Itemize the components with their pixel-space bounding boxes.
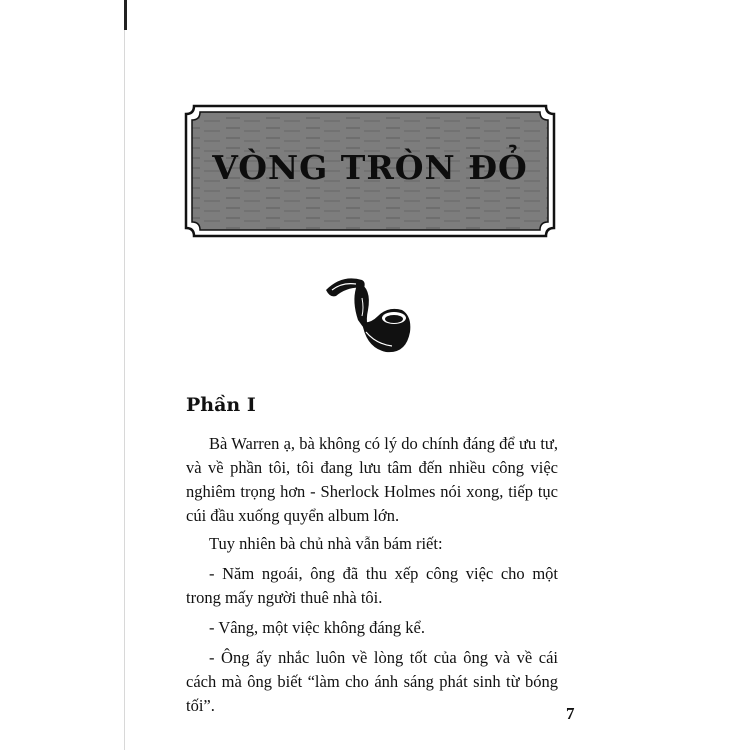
page-binding-shadow xyxy=(124,0,127,30)
paragraph-5: - Ông ấy nhắc luôn về lòng tốt của ông và về cái cách mà ông biết “làm cho ánh sáng phát sinh từ bóng tối”. xyxy=(186,648,558,715)
paragraph-1: Bà Warren ạ, bà không có lý do chính đáng để ưu tư, và về phần tôi, tôi đang lưu tâm đến nhiều công việc nghiêm trọng hơn - Sherlock Holmes nói xong, tiếp tục cúi đầu xuống quyển album lớn. xyxy=(186,434,558,525)
chapter-title: VÒNG TRÒN ĐỎ xyxy=(212,148,528,187)
paragraph-4: - Vâng, một việc không đáng kể. xyxy=(209,618,425,637)
pipe-icon xyxy=(322,272,416,358)
paragraph-3: - Năm ngoái, ông đã thu xếp công việc cho một trong mấy người thuê nhà tôi. xyxy=(186,564,558,607)
chapter-title-banner xyxy=(184,104,556,238)
page-number: 7 xyxy=(566,704,575,723)
page-edge xyxy=(124,30,125,750)
paragraph-2: Tuy nhiên bà chủ nhà vẫn bám riết: xyxy=(209,534,443,553)
section-heading: Phần I xyxy=(186,394,256,416)
